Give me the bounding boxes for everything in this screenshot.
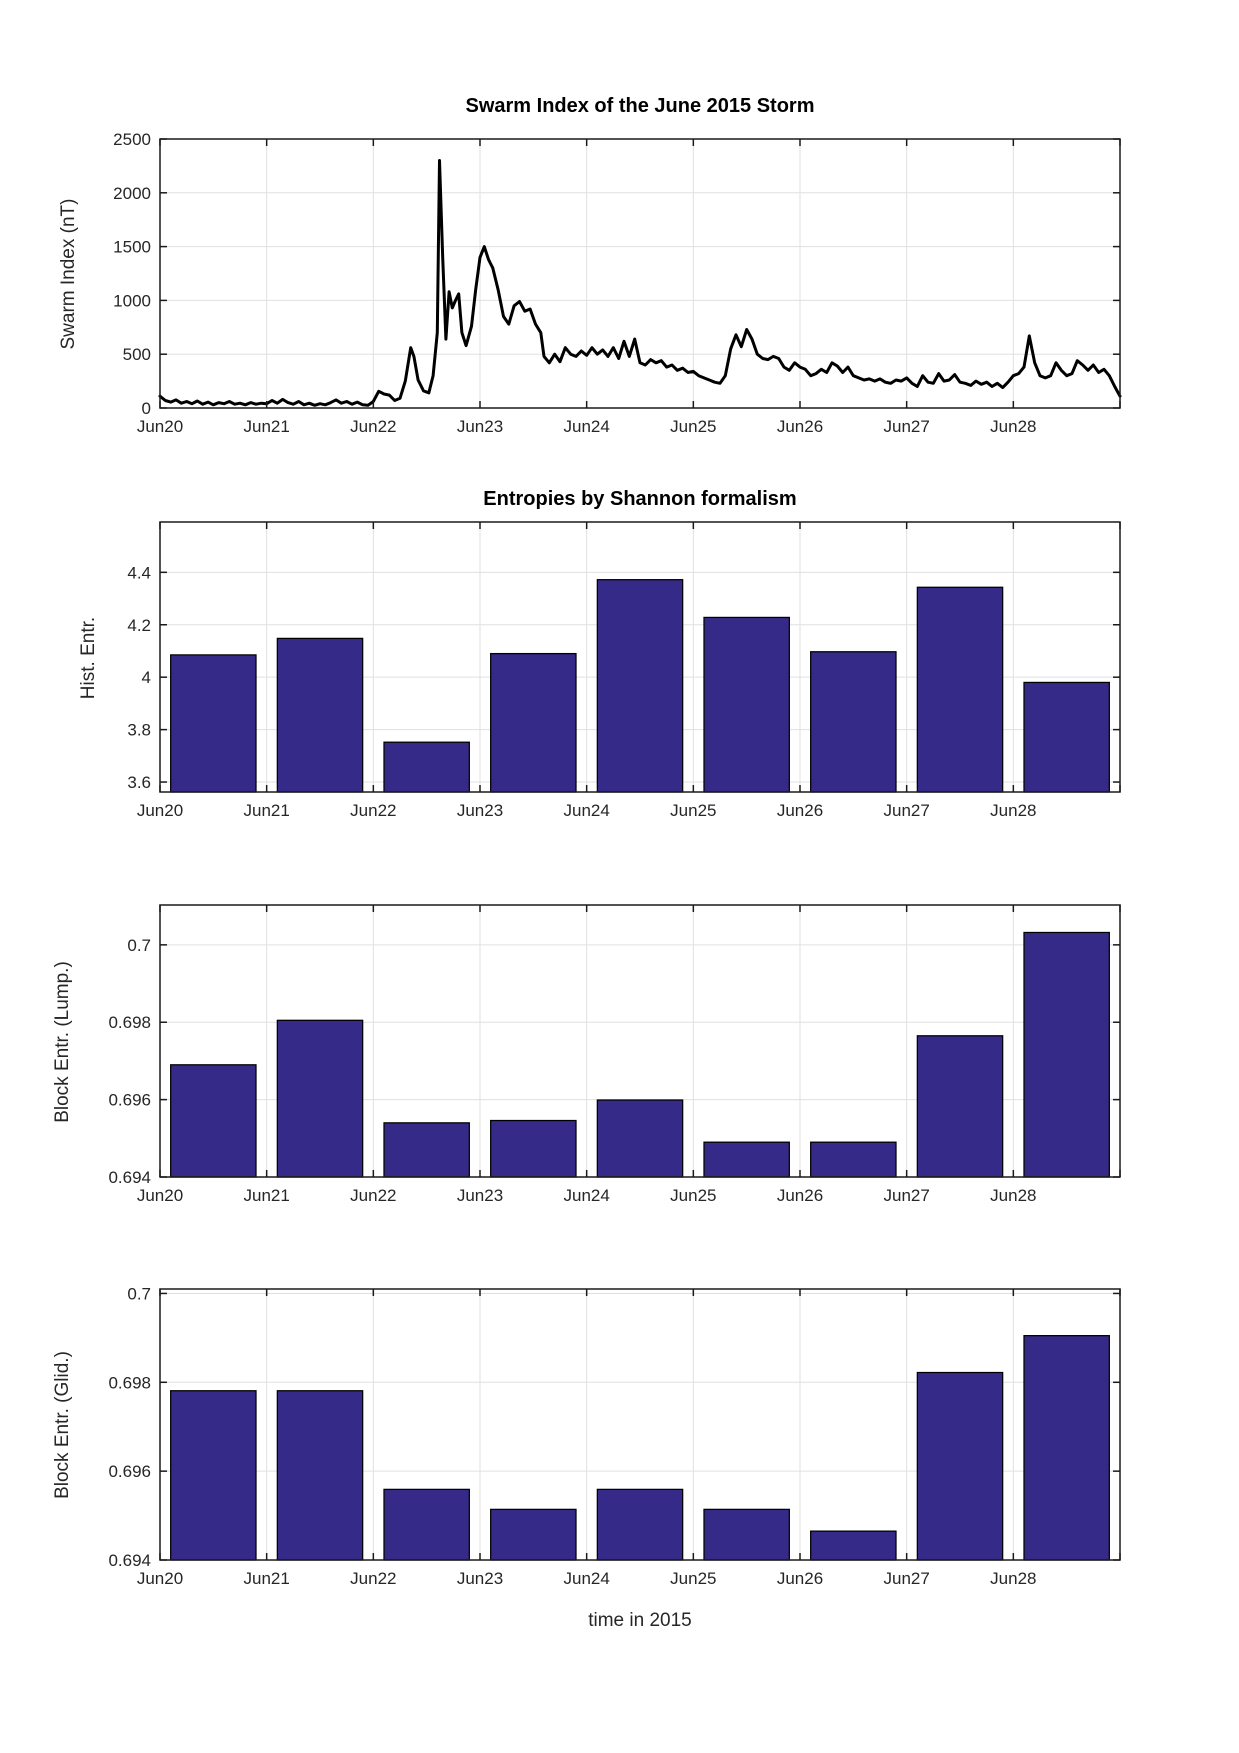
x-tick-label: Jun21 xyxy=(243,801,290,820)
x-tick-label: Jun28 xyxy=(990,417,1037,436)
y-tick-label: 0 xyxy=(141,399,151,418)
x-tick-label: Jun25 xyxy=(670,1186,717,1205)
plot3-ylabel: Block Entr. (Lump.) xyxy=(52,961,73,1123)
x-tick-label: Jun24 xyxy=(563,1186,610,1205)
bar-Jun21 xyxy=(277,1391,362,1560)
x-tick-label: Jun20 xyxy=(136,1569,184,1588)
y-tick-label: 3.6 xyxy=(127,773,151,793)
x-tick-label: Jun27 xyxy=(883,1186,930,1205)
y-tick-label: 3.8 xyxy=(127,720,151,740)
y-tick-label: 0.698 xyxy=(108,1373,151,1393)
plot1-title: Swarm Index of the June 2015 Storm xyxy=(465,95,815,117)
x-tick-label: Jun27 xyxy=(883,1569,930,1588)
x-tick-label: Jun27 xyxy=(883,801,930,820)
plot2-title: Entropies by Shannon formalism xyxy=(483,488,797,510)
x-tick-label: Jun24 xyxy=(563,1569,610,1588)
y-tick-label: 0.696 xyxy=(108,1462,151,1482)
y-tick-label: 0.7 xyxy=(127,935,151,955)
x-tick-label: Jun20 xyxy=(136,1186,184,1205)
x-tick-label: Jun21 xyxy=(243,417,290,436)
bar-Jun28 xyxy=(1024,1336,1109,1560)
y-tick-label: 2000 xyxy=(113,183,151,203)
bar-Jun27 xyxy=(917,1036,1002,1177)
x-tick-label: Jun23 xyxy=(456,417,504,436)
bar-Jun24 xyxy=(597,1489,682,1560)
bar-Jun26 xyxy=(811,1142,896,1177)
bar-Jun26 xyxy=(811,652,896,792)
x-tick-label: Jun26 xyxy=(776,1186,824,1205)
x-tick-label: Jun28 xyxy=(990,801,1037,820)
x-tick-label: Jun22 xyxy=(350,1569,397,1588)
y-tick-label: 500 xyxy=(122,345,151,365)
bar-Jun25 xyxy=(704,1509,789,1560)
x-tick-label: Jun26 xyxy=(776,801,824,820)
bar-Jun22 xyxy=(384,1123,469,1177)
bar-Jun21 xyxy=(277,1020,362,1177)
x-tick-label: Jun20 xyxy=(136,417,184,436)
bar-Jun25 xyxy=(704,1142,789,1177)
x-axis-label: time in 2015 xyxy=(588,1610,692,1631)
x-tick-label: Jun25 xyxy=(670,801,717,820)
bar-Jun25 xyxy=(704,617,789,792)
y-tick-label: 4.2 xyxy=(127,615,151,635)
x-tick-label: Jun21 xyxy=(243,1186,290,1205)
bar-Jun23 xyxy=(491,654,576,792)
bar-Jun26 xyxy=(811,1531,896,1560)
plot2-ylabel: Hist. Entr. xyxy=(78,616,99,700)
bar-Jun21 xyxy=(277,638,362,792)
bar-Jun27 xyxy=(917,1373,1002,1560)
y-tick-label: 1500 xyxy=(113,237,151,257)
bar-Jun22 xyxy=(384,1489,469,1560)
x-tick-label: Jun26 xyxy=(776,1569,824,1588)
bar-Jun24 xyxy=(597,580,682,792)
x-tick-label: Jun25 xyxy=(670,417,717,436)
x-tick-label: Jun24 xyxy=(563,417,610,436)
x-tick-label: Jun23 xyxy=(456,1186,504,1205)
x-tick-label: Jun28 xyxy=(990,1569,1037,1588)
y-tick-label: 0.696 xyxy=(108,1090,151,1110)
y-tick-label: 0.698 xyxy=(108,1013,151,1033)
x-tick-label: Jun25 xyxy=(670,1569,717,1588)
x-tick-label: Jun23 xyxy=(456,1569,504,1588)
x-tick-label: Jun21 xyxy=(243,1569,290,1588)
x-tick-label: Jun22 xyxy=(350,1186,397,1205)
plot1-ylabel: Swarm Index (nT) xyxy=(58,198,79,350)
y-tick-label: 0.694 xyxy=(108,1551,151,1570)
bar-Jun27 xyxy=(917,587,1002,792)
y-tick-label: 0.694 xyxy=(108,1168,151,1187)
y-tick-label: 2500 xyxy=(113,130,151,149)
bar-Jun24 xyxy=(597,1100,682,1177)
bar-Jun23 xyxy=(491,1121,576,1177)
axes-box xyxy=(160,139,1120,408)
x-tick-label: Jun26 xyxy=(776,417,824,436)
y-tick-label: 4.4 xyxy=(127,563,151,583)
plot4-ylabel: Block Entr. (Glid.) xyxy=(52,1351,73,1499)
y-tick-label: 0.7 xyxy=(127,1284,151,1304)
x-tick-label: Jun24 xyxy=(563,801,610,820)
bar-Jun20 xyxy=(171,1065,256,1177)
series-line xyxy=(160,161,1120,406)
bar-Jun22 xyxy=(384,742,469,792)
x-tick-label: Jun22 xyxy=(350,801,397,820)
bar-Jun20 xyxy=(171,1391,256,1560)
x-tick-label: Jun28 xyxy=(990,1186,1037,1205)
x-tick-label: Jun20 xyxy=(136,801,184,820)
y-tick-label: 1000 xyxy=(113,291,151,311)
bar-Jun28 xyxy=(1024,682,1109,792)
bar-Jun23 xyxy=(491,1509,576,1560)
bar-Jun20 xyxy=(171,655,256,792)
y-tick-label: 4 xyxy=(141,668,151,688)
x-tick-label: Jun22 xyxy=(350,417,397,436)
x-tick-label: Jun23 xyxy=(456,801,504,820)
x-tick-label: Jun27 xyxy=(883,417,930,436)
bar-Jun28 xyxy=(1024,932,1109,1177)
